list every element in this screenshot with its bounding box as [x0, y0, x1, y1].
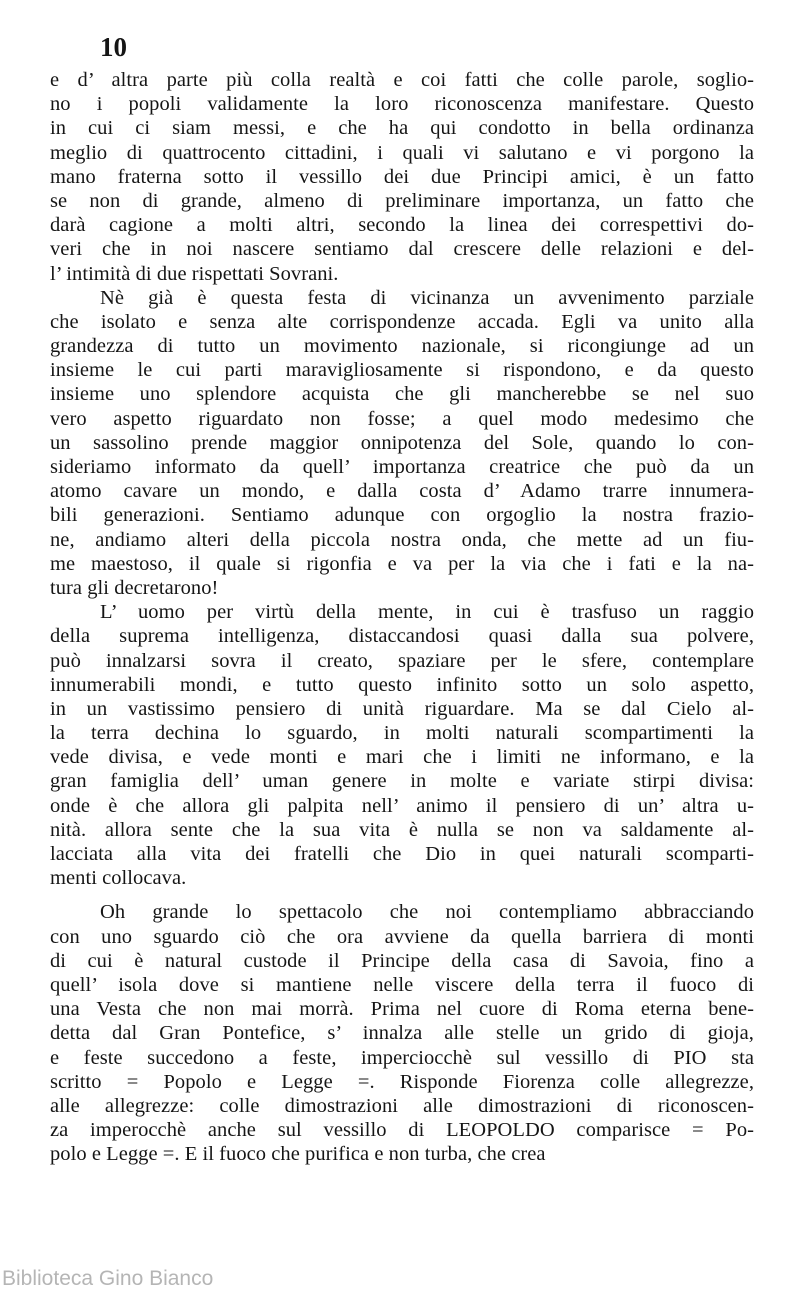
paragraph [50, 600, 754, 890]
text-line: no i popoli validamente la loro riconoscenza manifestare. Questo [50, 93, 754, 116]
text-line: scritto = Popolo e Legge =. Risponde Fiorenza colle allegrezze, [50, 1070, 754, 1093]
text-line: vero aspetto riguardato non fosse; a quel modo medesimo che [50, 407, 754, 430]
text-line: Oh grande lo spettacolo che noi contempliamo abbracciando [100, 901, 754, 924]
text-line: L’ uomo per virtù della mente, in cui è trasfuso un raggio [100, 601, 754, 624]
text-line: lacciata alla vita dei fratelli che Dio in quei naturali scomparti- [50, 843, 754, 865]
text-line: Nè già è questa festa di vicinanza un avvenimento parziale [100, 286, 754, 309]
text-line: vede divisa, e vede monti e mari che i limiti ne informano, e la [50, 746, 754, 769]
text-line: in cui ci siam messi, e che ha qui condotto in bella ordinanza [50, 117, 754, 140]
text-line: detta dal Gran Pontefice, s’ innalza alle stelle un grido di gioja, [50, 1022, 754, 1045]
text-line: veri che in noi nascere sentiamo dal crescere delle relazioni e del- [50, 238, 754, 261]
text-line: una Vesta che non mai morrà. Prima nel cuore di Roma eterna bene- [50, 998, 754, 1021]
text-line: di cui è natural custode il Principe della casa di Savoia, fino a [50, 949, 754, 972]
text-line: innumerabili mondi, e tutto questo infinito sotto un solo aspetto, [50, 673, 754, 696]
text-line: mano fraterna sotto il vessillo dei due Principi amici, è un fatto [50, 165, 754, 188]
text-line: può innalzarsi sovra il creato, spaziare per le sfere, contemplare [50, 649, 754, 672]
text-line: insieme le cui parti maravigliosamente si rispondono, e da questo [50, 359, 754, 382]
text-line: darà cagione a molti altri, secondo la linea dei correspettivi do- [50, 214, 754, 237]
text-line: un sassolino prende maggior onnipotenza del Sole, quando lo con- [50, 431, 754, 454]
text-line: onde è che allora gli palpita nell’ animo il pensiero di un’ altra u- [50, 794, 754, 817]
text-line: alle allegrezze: colle dimostrazioni alle dimostrazioni di riconoscen- [50, 1094, 754, 1117]
text-line: gran famiglia dell’ uman genere in molte e variate stirpi divisa: [50, 770, 754, 793]
text-line: me maestoso, il quale si rigonfia e va per la via che i fati e la na- [50, 552, 754, 575]
text-line: ne, andiamo alteri della piccola nostra onda, che mette ad un fiu- [50, 528, 754, 551]
text-line: grandezza di tutto un movimento nazionale, si ricongiunge ad un [50, 335, 754, 358]
text-line: in un vastissimo pensiero di unità riguardare. Ma se dal Cielo al- [50, 697, 754, 720]
text-line: e d’ altra parte più colla realtà e coi fatti che colle parole, soglio- [50, 69, 754, 91]
text-line: insieme uno splendore acquista che gli mancherebbe se nel suo [50, 383, 754, 406]
text-line: za imperocchè anche sul vessillo di LEOPOLDO comparisce = Po- [50, 1119, 754, 1142]
text-line: tura gli decretarono! [50, 576, 219, 599]
text-line: che isolato e senza alte corrispondenze accada. Egli va unito alla [50, 310, 754, 333]
text-line: quell’ isola dove si mantiene nelle viscere della terra il fuoco di [50, 973, 754, 996]
library-watermark: Biblioteca Gino Bianco [2, 1267, 214, 1290]
text-line: la terra dechina lo sguardo, in molti naturali scompartimenti la [50, 722, 754, 745]
text-line: e feste succedono a feste, imperciocchè sul vessillo di PIO sta [50, 1046, 754, 1069]
paragraph [50, 68, 754, 286]
text-line: della suprema intelligenza, distaccandosi quasi dalla sua polvere, [50, 625, 754, 648]
text-line: sideriamo informato da quell’ importanza creatrice che può da un [50, 456, 754, 478]
text-line: nità. allora sente che la sua vita è nulla se non va saldamente al- [50, 818, 754, 841]
text-line: se non di grande, almeno di preliminare importanza, un fatto che [50, 189, 754, 212]
text-line: polo e Legge =. E il fuoco che purifica e non turba, che crea [50, 1143, 546, 1166]
text-line: menti collocava. [50, 867, 187, 890]
text-line: bili generazioni. Sentiamo adunque con orgoglio la nostra frazio- [50, 504, 754, 527]
body-text [50, 68, 754, 1166]
text-line: meglio di quattrocento cittadini, i quali vi salutano e vi porgono la [50, 141, 754, 164]
text-line: l’ intimità di due rispettati Sovrani. [50, 262, 339, 285]
paragraph [50, 286, 754, 600]
text-line: con uno sguardo ciò che ora avviene da quella barriera di monti [50, 925, 754, 948]
paragraph [50, 900, 754, 1166]
text-line: atomo cavare un mondo, e dalla costa d’ Adamo trarre innumera- [50, 480, 754, 503]
page-number: 10 [100, 32, 127, 62]
